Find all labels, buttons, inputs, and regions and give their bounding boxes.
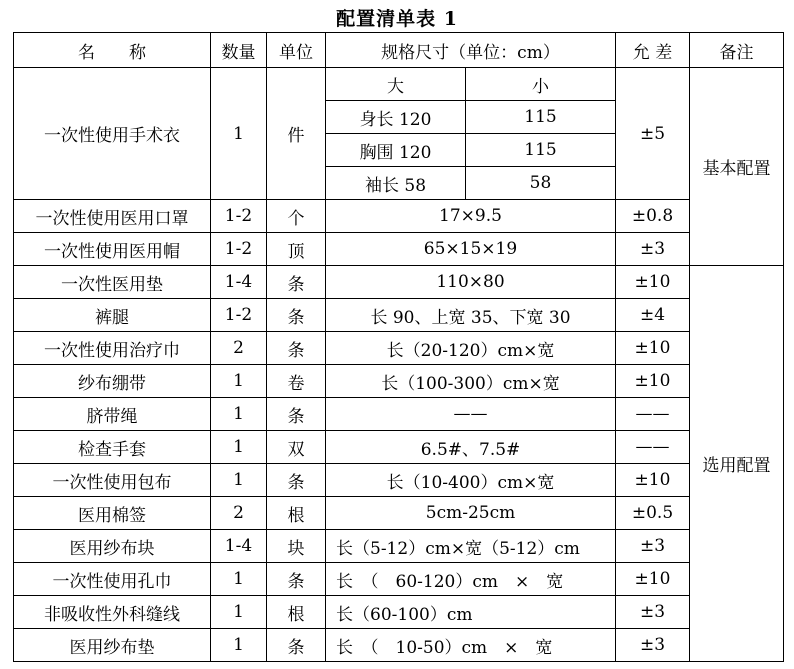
item-tolerance: ±3 xyxy=(616,596,690,629)
size-large-cell: 袖长 58 xyxy=(326,167,466,200)
item-spec: 65×15×19 xyxy=(326,233,616,266)
table-row xyxy=(14,233,784,266)
item-name: 纱布绷带 xyxy=(14,365,211,398)
item-tolerance: ±10 xyxy=(616,563,690,596)
table-row xyxy=(14,200,784,233)
item-qty: 1 xyxy=(211,398,267,431)
item-tolerance: ±0.8 xyxy=(616,200,690,233)
table-row xyxy=(14,497,784,530)
item-unit: 顶 xyxy=(267,233,326,266)
optional-config-note: 选用配置 xyxy=(690,266,784,662)
item-qty: 1 xyxy=(211,431,267,464)
item-name: 医用纱布垫 xyxy=(14,629,211,662)
config-table xyxy=(13,32,784,662)
item-spec: 长（10-400）cm×宽 xyxy=(326,464,616,497)
item-qty: 1-2 xyxy=(211,299,267,332)
item-tolerance: ±3 xyxy=(616,233,690,266)
table-row xyxy=(14,629,784,662)
item-spec: 110×80 xyxy=(326,266,616,299)
item-qty: 1 xyxy=(211,596,267,629)
table-row xyxy=(14,431,784,464)
header-name: 名 称 xyxy=(14,33,211,68)
item-qty: 2 xyxy=(211,332,267,365)
item-qty: 2 xyxy=(211,497,267,530)
item-spec: 长（100-300）cm×宽 xyxy=(326,365,616,398)
item-name: 医用棉签 xyxy=(14,497,211,530)
item-qty: 1-4 xyxy=(211,530,267,563)
item-name: 检查手套 xyxy=(14,431,211,464)
item-unit: 卷 xyxy=(267,365,326,398)
table-row xyxy=(14,266,784,299)
item-spec: 5cm-25cm xyxy=(326,497,616,530)
item-tolerance: ±10 xyxy=(616,464,690,497)
item-name: 医用纱布块 xyxy=(14,530,211,563)
gown-tolerance: ±5 xyxy=(616,68,690,200)
item-tolerance: —— xyxy=(616,431,690,464)
header-tolerance: 允 差 xyxy=(616,33,690,68)
header-qty: 数量 xyxy=(211,33,267,68)
item-tolerance: ±10 xyxy=(616,266,690,299)
gown-qty: 1 xyxy=(211,68,267,200)
item-spec: 长 90、上宽 35、下宽 30 xyxy=(326,299,616,332)
item-name: 一次性使用包布 xyxy=(14,464,211,497)
item-tolerance: ±3 xyxy=(616,530,690,563)
header-spec: 规格尺寸（单位：cm） xyxy=(326,33,616,68)
size-small-cell: 115 xyxy=(466,134,616,167)
gown-unit: 件 xyxy=(267,68,326,200)
size-header-large: 大 xyxy=(326,68,466,101)
table-row xyxy=(14,464,784,497)
item-qty: 1-4 xyxy=(211,266,267,299)
item-qty: 1 xyxy=(211,563,267,596)
gown-name: 一次性使用手术衣 xyxy=(14,68,211,200)
item-name: 脐带绳 xyxy=(14,398,211,431)
header-note: 备注 xyxy=(690,33,784,68)
item-name: 一次性使用医用帽 xyxy=(14,233,211,266)
item-spec: 长（5-12）cm×宽（5-12）cm xyxy=(326,530,616,563)
table-row xyxy=(14,530,784,563)
item-unit: 根 xyxy=(267,497,326,530)
size-large-cell: 身长 120 xyxy=(326,101,466,134)
header-unit: 单位 xyxy=(267,33,326,68)
size-header-small: 小 xyxy=(466,68,616,101)
item-tolerance: ±4 xyxy=(616,299,690,332)
table-row xyxy=(14,68,784,101)
item-qty: 1 xyxy=(211,629,267,662)
item-spec: 长 （ 10-50）cm × 宽 xyxy=(326,629,616,662)
table-row xyxy=(14,596,784,629)
size-large-cell: 胸围 120 xyxy=(326,134,466,167)
item-spec: 长（60-100）cm xyxy=(326,596,616,629)
item-name: 一次性医用垫 xyxy=(14,266,211,299)
item-unit: 块 xyxy=(267,530,326,563)
table-row xyxy=(14,299,784,332)
item-spec: 长（20-120）cm×宽 xyxy=(326,332,616,365)
table-row xyxy=(14,332,784,365)
item-unit: 双 xyxy=(267,431,326,464)
size-small-cell: 58 xyxy=(466,167,616,200)
item-tolerance: —— xyxy=(616,398,690,431)
table-row xyxy=(14,365,784,398)
item-spec: 6.5#、7.5# xyxy=(326,431,616,464)
table-row xyxy=(14,398,784,431)
item-unit: 条 xyxy=(267,464,326,497)
item-tolerance: ±0.5 xyxy=(616,497,690,530)
item-unit: 条 xyxy=(267,299,326,332)
item-unit: 条 xyxy=(267,629,326,662)
item-unit: 条 xyxy=(267,332,326,365)
size-small-cell: 115 xyxy=(466,101,616,134)
item-qty: 1 xyxy=(211,365,267,398)
item-unit: 条 xyxy=(267,398,326,431)
item-qty: 1 xyxy=(211,464,267,497)
item-qty: 1-2 xyxy=(211,233,267,266)
item-spec: —— xyxy=(326,398,616,431)
item-unit: 条 xyxy=(267,563,326,596)
item-unit: 个 xyxy=(267,200,326,233)
item-name: 一次性使用治疗巾 xyxy=(14,332,211,365)
header-row xyxy=(14,33,784,68)
item-tolerance: ±10 xyxy=(616,332,690,365)
item-qty: 1-2 xyxy=(211,200,267,233)
item-name: 裤腿 xyxy=(14,299,211,332)
table-title: 配置清单表 1 xyxy=(336,8,458,30)
basic-config-note: 基本配置 xyxy=(690,68,784,266)
item-name: 一次性使用医用口罩 xyxy=(14,200,211,233)
item-tolerance: ±3 xyxy=(616,629,690,662)
item-name: 一次性使用孔巾 xyxy=(14,563,211,596)
item-name: 非吸收性外科缝线 xyxy=(14,596,211,629)
item-unit: 条 xyxy=(267,266,326,299)
table-row xyxy=(14,563,784,596)
item-unit: 根 xyxy=(267,596,326,629)
item-spec: 长 （ 60-120）cm × 宽 xyxy=(326,563,616,596)
item-spec: 17×9.5 xyxy=(326,200,616,233)
item-tolerance: ±10 xyxy=(616,365,690,398)
